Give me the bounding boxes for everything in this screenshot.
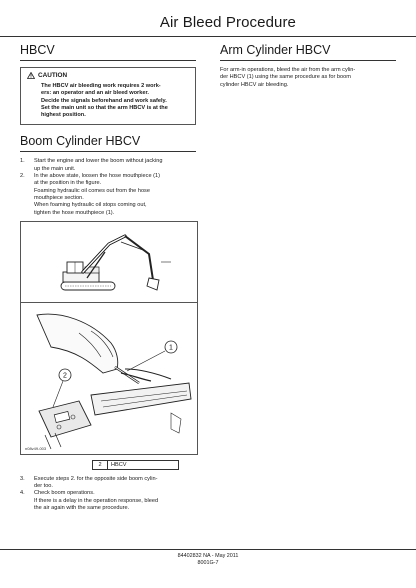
right-column <box>220 43 396 89</box>
section-heading-hbcv: HBCV <box>20 43 196 61</box>
title-rule <box>0 36 416 37</box>
step-line: Foaming hydraulic oil comes out from the hose <box>34 187 150 194</box>
step-line: up the main unit. <box>34 165 76 172</box>
step-item <box>20 476 196 491</box>
step-number: 1. <box>20 158 25 165</box>
footer-page-number: 8001G-7 <box>197 560 219 566</box>
caution-line: ers: an operator and an air bleed worker. <box>41 90 149 97</box>
page-footer <box>0 553 416 567</box>
step-number: 4. <box>20 490 25 497</box>
step-line: Execute steps 2. for the opposite side boom cylin- <box>34 475 158 482</box>
caution-label: CAUTION <box>38 72 68 79</box>
step-text <box>34 490 196 512</box>
excavator-illustration <box>21 222 197 302</box>
section-heading-boom-cylinder: Boom Cylinder HBCV <box>20 134 196 152</box>
step-text <box>34 158 196 173</box>
step-line: mouthpiece section. <box>34 194 84 201</box>
caution-line: The HBCV air bleeding work requires 2 work- <box>41 83 161 89</box>
callout-2-label: 2 <box>63 372 67 380</box>
step-text <box>34 476 196 491</box>
step-line: Start the engine and lower the boom without jacking <box>34 158 163 165</box>
caution-line: highest position. <box>41 112 86 119</box>
paragraph-line: For arm-in operations, bleed the air from the arm cylin- <box>220 67 356 73</box>
page-title: Air Bleed Procedure <box>159 14 296 31</box>
figure-box <box>20 221 198 455</box>
paragraph-line: der HBCV (1) using the same procedure as for boom <box>220 74 351 81</box>
footer-rule <box>0 549 416 550</box>
left-column <box>20 43 196 512</box>
caution-header <box>27 72 189 79</box>
caution-line: Set the main unit so that the arm HBCV is at the <box>41 104 168 111</box>
legend-key: 2 <box>93 460 108 469</box>
step-number: 2. <box>20 173 25 180</box>
section-heading-arm-cylinder: Arm Cylinder HBCV <box>220 43 396 61</box>
step-line: the air again with the same procedure. <box>34 505 130 512</box>
steps-list-2 <box>20 476 196 512</box>
legend-row <box>93 460 179 469</box>
step-text <box>34 173 196 217</box>
step-item <box>20 173 196 217</box>
step-line: If there is a delay in the operation response, bleed <box>34 497 159 504</box>
steps-list-1 <box>20 158 196 216</box>
step-number: 3. <box>20 475 25 482</box>
legend-value: HBCV <box>108 460 179 469</box>
callout-1-label: 1 <box>169 344 173 352</box>
step-item <box>20 158 196 173</box>
warning-triangle-icon <box>27 72 35 79</box>
step-line: tighten the hose mouthpiece (1). <box>34 209 115 216</box>
step-line: In the above state, loosen the hose mouthpiece (1) <box>34 173 160 180</box>
paragraph-line: cylinder HBCV air bleeding. <box>220 81 289 88</box>
step-line: der too. <box>34 483 53 490</box>
step-line: Check boom operations. <box>34 490 95 497</box>
step-item <box>20 490 196 512</box>
hose-mouthpiece-illustration <box>21 303 197 453</box>
footer-doc-id: 84402832 NA - May 2011 <box>177 553 239 559</box>
step-line: When foaming hydraulic oil stops coming out, <box>34 202 147 209</box>
caution-box <box>20 67 196 125</box>
legend-table <box>92 460 179 470</box>
caution-line: Decide the signals beforehand and work safely. <box>41 97 167 104</box>
figure-id: n08v49-003 <box>25 445 47 451</box>
caution-text <box>27 83 189 119</box>
step-line: at the position in the figure. <box>34 180 102 187</box>
arm-cylinder-paragraph <box>220 67 396 89</box>
